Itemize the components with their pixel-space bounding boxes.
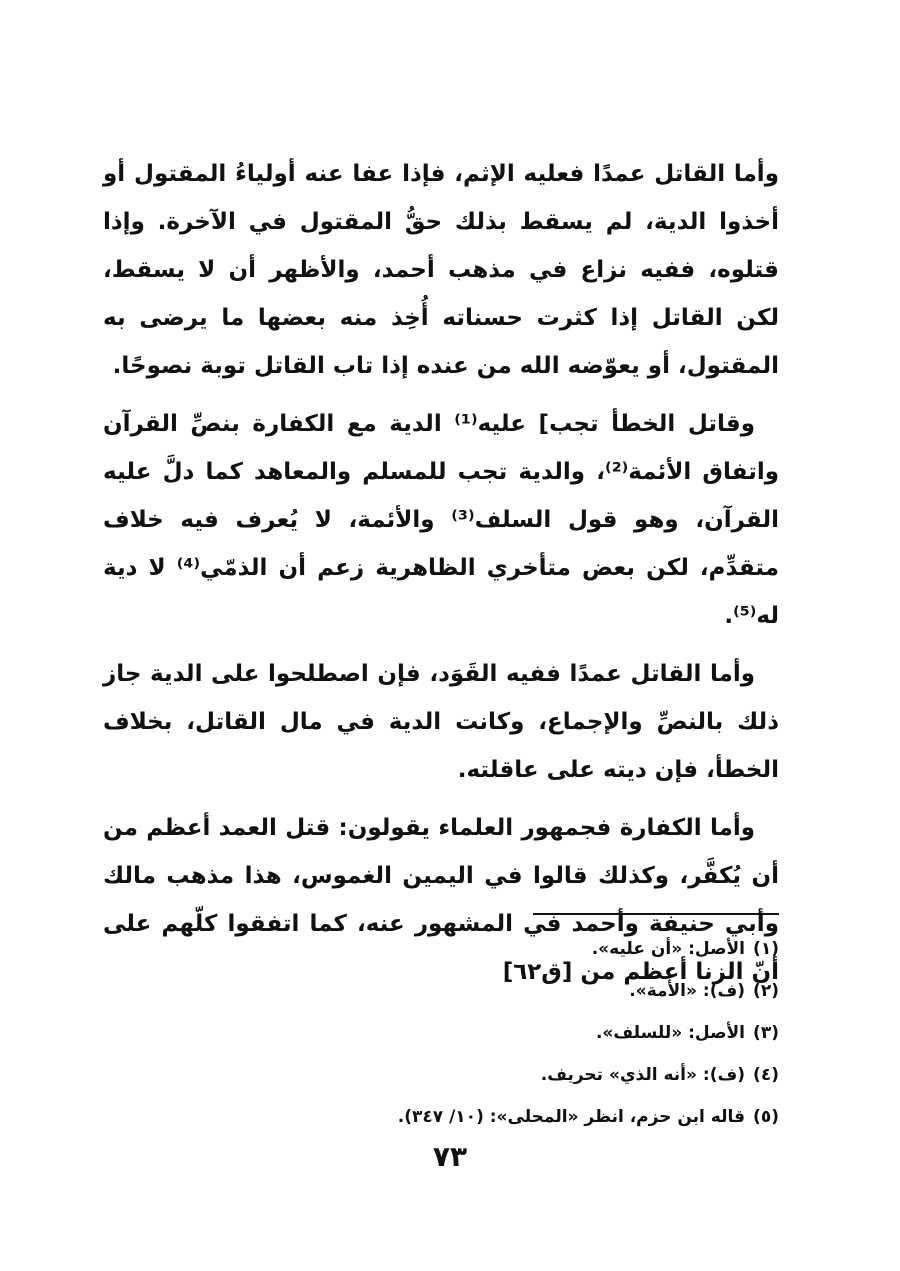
footnote-number: (٤): [753, 1065, 779, 1085]
footnote-text: (ف): «الأمة».: [629, 981, 745, 1001]
footnote-number: (٥): [753, 1107, 779, 1127]
paragraph: وقاتل الخطأ تجب] عليه⁽¹⁾ الدية مع الكفارة بنصِّ القرآن واتفاق الأئمة⁽²⁾، والدية تجب للمسلم والمعاهد كما دلَّ عليه القرآن، وهو قول السلف⁽³⁾ والأئمة، لا يُعرف فيه خلاف متقدِّم، لكن بعض متأخري الظاهرية زعم أن الذمّي⁽⁴⁾ لا دية له⁽⁵⁾.: [103, 411, 780, 629]
footnote-number: (١): [753, 939, 779, 959]
footnote: [179, 1096, 779, 1138]
footnote-text: قاله ابن حزم، انظر «المحلى»: (١٠/ ٣٤٧).: [397, 1107, 745, 1127]
paragraph: وأما القاتل عمدًا ففيه القَوَد، فإن اصطلحوا على الدية جاز ذلك بالنصِّ والإجماع، وكانت الدية في مال القاتل، بخلاف الخطأ، فإن ديته على عاقلته.: [103, 661, 779, 783]
footnote: [179, 1012, 779, 1054]
footnote-text: الأصل: «أن عليه».: [591, 939, 745, 959]
paragraph: وأما القاتل عمدًا فعليه الإثم، فإذا عفا عنه أولياءُ المقتول أو أخذوا الدية، لم يسقط بذلك حقُّ المقتول في الآخرة. وإذا قتلوه، ففيه نزاع في مذهب أحمد، والأظهر أن لا يسقط، لكن القاتل إذا كثرت حسناته أُخِذ منه بعضها ما يرضى به المقتول، أو يعوّضه الله من عنده إذا تاب القاتل توبة نصوحًا.: [103, 161, 779, 379]
footnote: [179, 928, 779, 970]
main-text: [103, 150, 779, 996]
footnote: [179, 970, 779, 1012]
footnote-text: (ف): «أنه الذي» تحريف.: [540, 1065, 745, 1085]
paragraph: وأما الكفارة فجمهور العلماء يقولون: قتل العمد أعظم من أن يُكفَّر، وكذلك قالوا في اليمين الغموس، هذا مذهب مالك وأبي حنيفة وأحمد في المشهور عنه، كما اتفقوا كلّهم على أنّ الزنا أعظم من [ق٦٢]: [103, 815, 779, 985]
footnotes: [179, 928, 779, 1138]
page-body: [103, 150, 779, 1006]
footnote-number: (٢): [753, 981, 779, 1001]
page-number: ٧٣: [432, 1140, 468, 1173]
footnote: [179, 1054, 779, 1096]
footnote-text: الأصل: «للسلف».: [595, 1023, 745, 1043]
footnote-number: (٣): [753, 1023, 779, 1043]
footnote-separator: [533, 913, 779, 915]
